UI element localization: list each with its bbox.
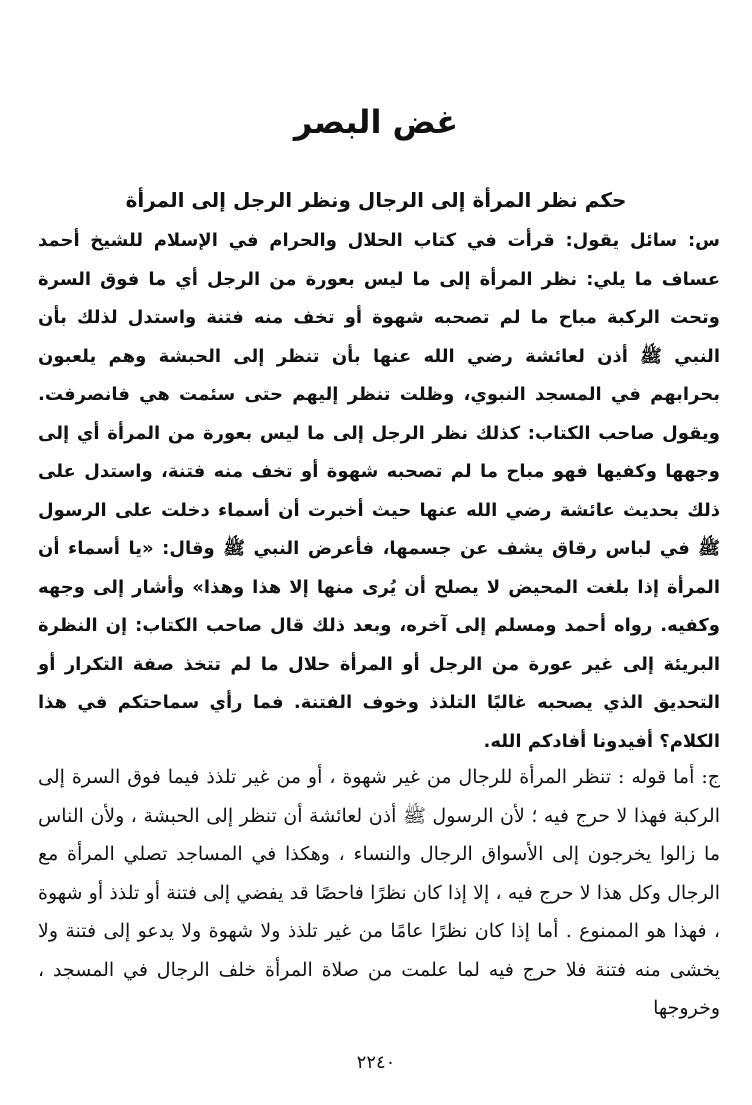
chapter-title: غض البصر (293, 103, 459, 141)
question-paragraph: س: سائل يقول: قرأت في كتاب الحلال والحرام في الإسلام للشيخ أحمد عساف ما يلي: نظر المرأة إلى ما ليس بعورة من الرجل أي ما فوق السرة وتحت الركبة مباح ما لم تصحبه شهوة أو تخف منه فتنة واستدل لذلك بأن النبي ﷺ أذن لعائشة رضي الله عنها بأن تنظر إلى الحبشة وهم يلعبون بحرابهم في المسجد النبوي، وظلت تنظر إليهم حتى سئمت هي فانصرفت. ويقول صاحب الكتاب: كذلك نظر الرجل إلى ما ليس بعورة من المرأة أي إلى وجهها وكفيها فهو مباح ما لم تصحبه شهوة أو تخف منه فتنة، واستدل على ذلك بحديث عائشة رضي الله عنها حيث أخبرت أن أسماء دخلت على الرسول ﷺ في لباس رقاق يشف عن جسمها، فأعرض النبي ﷺ وقال: «يا أسماء أن المرأة إذا بلغت المحيض لا يصلح أن يُرى منها إلا هذا وهذا» وأشار إلى وجهه وكفيه. رواه أحمد ومسلم إلى آخره، وبعد ذلك قال صاحب الكتاب: إن النظرة البريئة إلى غير عورة من الرجل أو المرأة حلال ما لم تتخذ صفة التكرار أو التحديق الذي يصحبه غالبًا التلذذ وخوف الفتنة. فما رأي سماحتكم في هذا الكلام؟ أفيدونا أفادكم الله. (38, 230, 720, 752)
section-heading: حكم نظر المرأة إلى الرجال ونظر الرجل إلى المرأة (125, 188, 627, 212)
page-number: ٢٢٤٠ (356, 1052, 396, 1073)
answer-paragraph: ج: أما قوله : تنظر المرأة للرجال من غير شهوة ، أو من غير تلذذ فيما فوق السرة إلى الركبة فهذا لا حرج فيه ؛ لأن الرسول ﷺ أذن لعائشة أن تنظر إلى الحبشة ، ولأن الناس ما زالوا يخرجون إلى الأسواق الرجال والنساء ، وهكذا في المساجد تصلي المرأة مع الرجال وكل هذا لا حرج فيه ، إلا إذا كان نظرًا فاحصًا قد يفضي إلى فتنة أو تلذذ أو شهوة ، فهذا هو الممنوع . أما إذا كان نظرًا عامًا من غير تلذذ ولا شهوة ولا يدعو إلى فتنة ولا يخشى منه فتنة فلا حرج فيه لما علمت من صلاة المرأة خلف الرجال في المسجد ، وخروجها (38, 766, 720, 1019)
